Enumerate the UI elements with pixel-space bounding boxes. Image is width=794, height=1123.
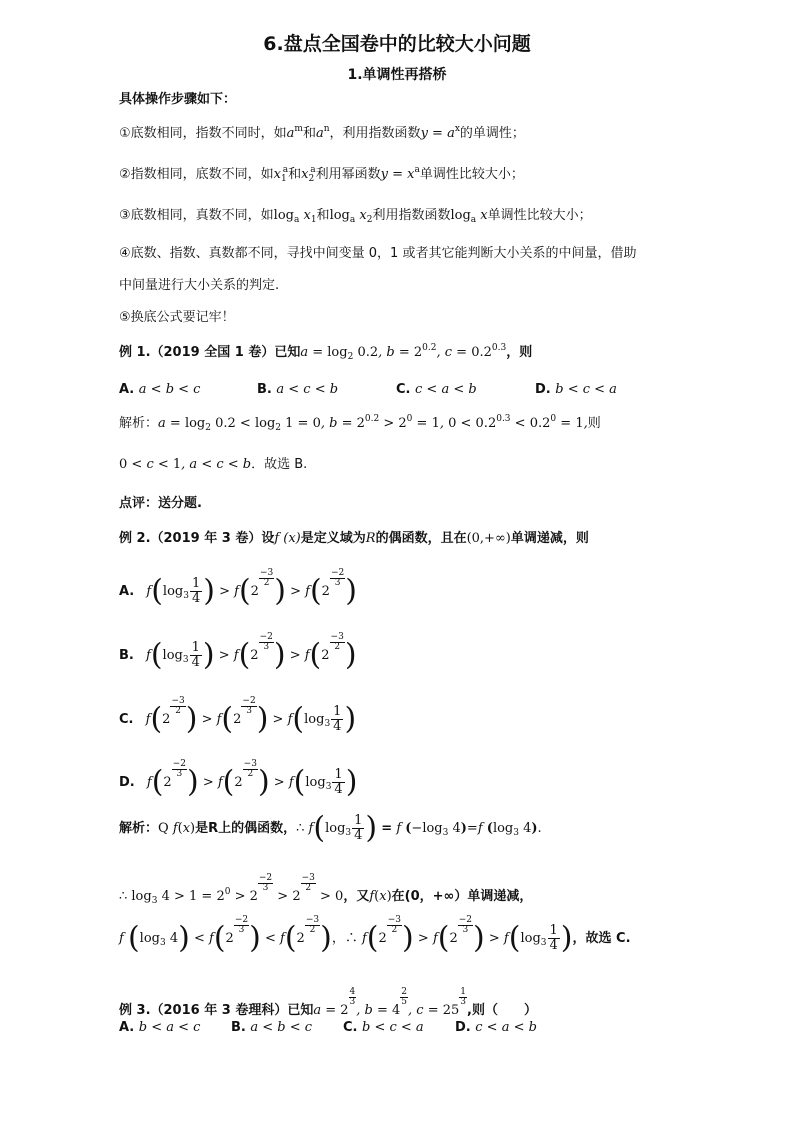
ex1-option-c-math: c < a < b	[415, 382, 477, 397]
ex1-solution-tail: 则	[587, 416, 601, 431]
step-1-text-d: 的单调性；	[459, 126, 525, 141]
intro-text: 具体操作步骤如下：	[119, 92, 237, 107]
step-3: ③底数相同，真数不同，如$\log_a x_1$和$\log_a x_2$利用指数函数$\log_a x$单调性比较大小；	[119, 208, 592, 225]
ex2-question: 例 2.（2019 年 3 卷）设f (x)是定义域为R的偶函数，且在(0,+∞)单调递减，则	[119, 531, 589, 546]
step-4-line-2: 中间量进行大小关系的判定.	[119, 278, 280, 293]
ex3-option-d-math: c < a < b	[475, 1020, 537, 1035]
step-1-text-c: ，利用指数函数	[329, 126, 421, 141]
ex1-option-c-label: C.	[396, 382, 411, 397]
ex2-option-c-label: C.	[119, 712, 134, 727]
ex3-option-b-math: a < b < c	[250, 1020, 313, 1035]
ex2-option-d-label: D.	[119, 775, 135, 790]
ex1-solution-line-2: 0 < c < 1, a < c < b．故选 B.	[119, 457, 308, 472]
ex1-conclusion: ．故选 B.	[251, 457, 308, 472]
ex1-solution: 解析：$a = \log_2 0.2 < \log_2 1 = 0$, $b = 2^{0.2} > 2^0 = 1$, $0 < 0.2^{0.3} < 0.2^0 = 1$,则	[119, 414, 601, 433]
ex2-solution-line-3: f ($\log_3$ 4) < f(2 $\frac{-2}{3}$ ) < f(2 $\frac{-3}{2}$ )，∴ f(2 $\frac{-3}{2}$ ) > f(2 $\frac{-2}{3}$ ) > $f(\log_3$ $\frac{1}{4}$ )，故选 C.	[119, 915, 631, 956]
ex3-options	[119, 1018, 719, 1038]
ex1-options	[119, 380, 719, 400]
step-2-text-a: ②指数相同，底数不同，如	[119, 167, 274, 182]
ex3-option-c-label: C.	[343, 1020, 358, 1035]
step-2-text-c: 利用幂函数	[315, 167, 381, 182]
ex3-option-b-label: B.	[231, 1020, 246, 1035]
ex2-solution-text-b: ，又	[343, 889, 370, 904]
step-1-text-a: ①底数相同，指数不同时，如	[119, 126, 287, 141]
step-1: ①底数相同，指数不同时，如$a^m$和$a^n$，利用指数函数$y = a^x$的单调性；	[119, 124, 525, 141]
ex3-question: 例 3.（2016 年 3 卷理科）已知a = 2 $\frac{4}{3}$ , b = 4 $\frac{2}{5}$ , c = 25 $\frac{1}{3}$ ,则（ ）	[119, 987, 537, 1018]
ex1-head: 例 1.（2019 全国 1 卷）已知	[119, 345, 301, 360]
ex2-solution-label: 解析：	[119, 821, 159, 836]
ex2-solution-line-2: ∴ $\log_3 4 > 1 = 2^0 > 2$ $\frac{-2}{3}$ > 2 $\frac{-3}{2}$ > 0，又f(x)在(0，+∞）单调递减，	[119, 873, 533, 906]
step-3-text-c: 利用指数函数	[372, 208, 451, 223]
ex2-head: 例 2.（2019 年 3 卷）设	[119, 531, 275, 546]
ex2-option-b: B. $f(\log_3$ $\frac{1}{4}$ ) > f(2 $\frac{-2}{3}$ ) > f(2 $\frac{-3}{2}$ )	[119, 632, 357, 673]
ex1-option-a-label: A.	[119, 382, 135, 397]
ex2-option-a-label: A.	[119, 584, 135, 599]
step-2-text-d: 单调性比较大小；	[419, 167, 524, 182]
ex1-option-d-label: D.	[535, 382, 551, 397]
ex3-option-a-label: A.	[119, 1020, 135, 1035]
ex1-question: 例 1.（2019 全国 1 卷）已知$a = \log_2 0.2$, $b = 2^{0.2}$, $c = 0.2^{0.3}$，则	[119, 343, 533, 362]
ex2-solution-text-d: ，故选 C.	[572, 931, 631, 946]
ex2-mid1: 是定义域为	[300, 531, 366, 546]
ex2-solution-text-c: 在(0，+∞）单调递减，	[391, 889, 533, 904]
ex1-option-b-label: B.	[257, 382, 272, 397]
ex3-option-a-math: b < a < c	[138, 1020, 201, 1035]
ex2-tail: 单调递减，则	[510, 531, 589, 546]
ex2-option-d: D. f(2 $\frac{-2}{3}$ ) > f(2 $\frac{-3}{2}$ ) > $f(\log_3$ $\frac{1}{4}$ )	[119, 759, 358, 800]
step-2-text-b: 和	[288, 167, 302, 182]
ex3-option-d-label: D.	[455, 1020, 471, 1035]
ex2-solution-line-1: 解析：Q f(x)是R上的偶函数，∴ $f(\log_3$ $\frac{1}{4}$ ) = f ($-\log_3$ 4)=f ($\log_3$ 4).	[119, 810, 542, 846]
ex1-option-b-math: a < c < b	[276, 382, 339, 397]
step-3-text-a: ③底数相同，真数不同，如	[119, 208, 274, 223]
step-4-line-1: ④底数、指数、真数都不同，寻找中间变量 0，1 或者其它能判断大小关系的中间量，借助	[119, 246, 637, 261]
ex3-head: 例 3.（2016 年 3 卷理科）已知	[119, 1003, 314, 1018]
step-1-text-b: 和	[302, 126, 316, 141]
step-2: ②指数相同，底数不同，如$x_1^a$和$x_2^a$利用幂函数$y = x^a$单调性比较大小；	[119, 165, 524, 184]
ex3-option-c-math: b < c < a	[362, 1020, 424, 1035]
ex2-option-b-label: B.	[119, 648, 134, 663]
page-title: 6.盘点全国卷中的比较大小问题	[263, 33, 531, 55]
ex1-tail: ，则	[506, 345, 533, 360]
ex1-option-d-math: b < c < a	[555, 382, 617, 397]
ex2-option-a: A. $f(\log_3$ $\frac{1}{4}$ ) > f(2 $\frac{-3}{2}$ ) > f(2 $\frac{-2}{3}$ )	[119, 568, 357, 609]
ex3-tail: ,则（ ）	[467, 1003, 537, 1018]
ex2-option-c: C. f(2 $\frac{-3}{2}$ ) > f(2 $\frac{-2}{3}$ ) > $f(\log_3$ $\frac{1}{4}$ )	[119, 696, 357, 737]
section-title: 1.单调性再搭桥	[347, 67, 447, 83]
ex2-mid2: 的偶函数，且在	[375, 531, 467, 546]
ex1-comment: 点评：送分题.	[119, 496, 202, 511]
step-3-text-b: 和	[316, 208, 330, 223]
step-3-text-d: 单调性比较大小；	[487, 208, 592, 223]
ex1-option-a-math: a < b < c	[138, 382, 201, 397]
ex2-solution-text-a: 是R上的偶函数，	[195, 821, 297, 836]
step-5: ⑤换底公式要记牢！	[119, 310, 235, 325]
ex1-solution-label: 解析：	[119, 416, 159, 431]
